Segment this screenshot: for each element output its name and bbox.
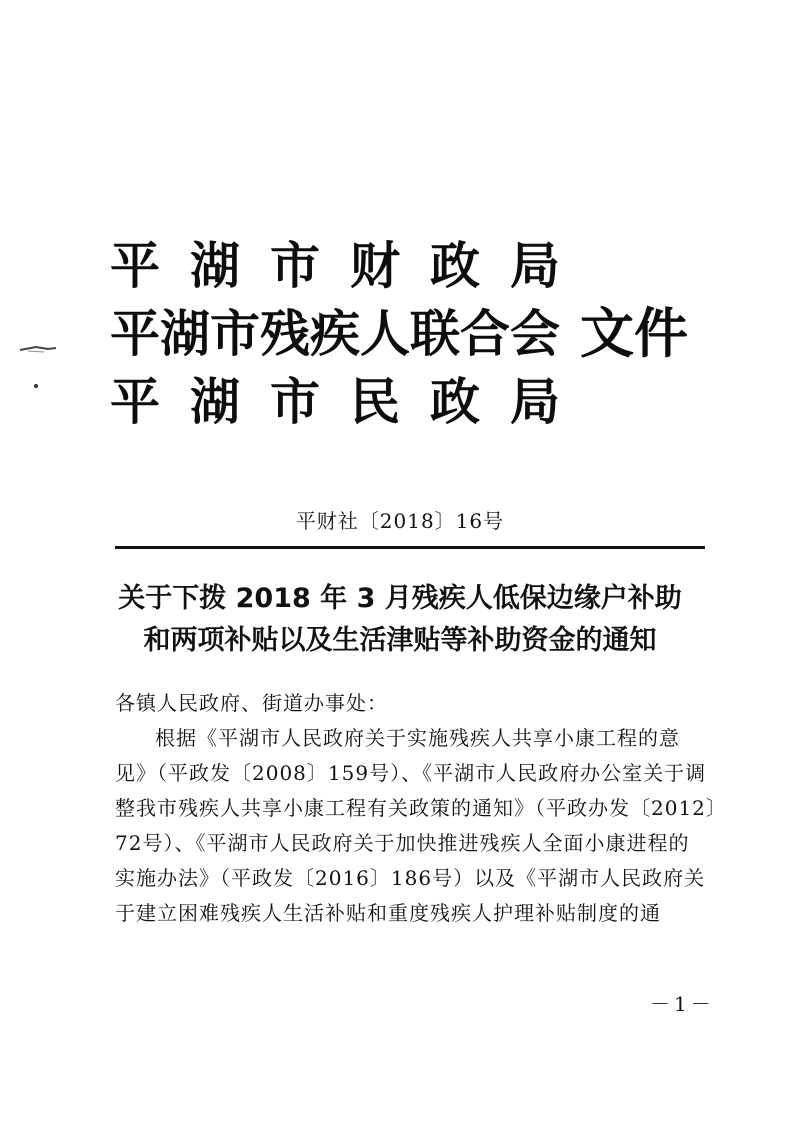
body-line-6: 于建立困难残疾人生活补贴和重度残疾人护理补贴制度的通	[115, 901, 661, 925]
issuer-row-finance	[110, 232, 730, 300]
issuer-finance-bureau: 平湖市财政局	[110, 237, 590, 295]
document-number: 平财社〔2018〕16号	[295, 509, 505, 533]
issuer-row-disabled-federation	[110, 300, 730, 368]
issuer-row-civil-affairs	[110, 368, 730, 436]
document-word: 文件	[580, 302, 688, 365]
body-line-5: 实施办法》（平政发〔2016〕186号）以及《平湖市人民政府关	[115, 866, 706, 890]
page-number: －1－	[650, 992, 715, 1016]
issuer-disabled-persons-federation: 平湖市残疾人联合会	[110, 305, 560, 363]
body-line-2: 见》（平政发〔2008〕159号）、《平湖市人民政府办公室关于调	[115, 761, 707, 785]
body-line-3: 整我市残疾人共享小康工程有关政策的通知》（平政办发〔2012〕	[115, 796, 727, 820]
body-line-1: 根据《平湖市人民政府关于实施残疾人共享小康工程的意	[155, 726, 680, 750]
issuer-civil-affairs-bureau: 平湖市民政局	[110, 373, 590, 431]
title-line-1: 关于下拨 2018 年 3 月残疾人低保边缘户补助	[118, 583, 682, 614]
document-body	[115, 686, 727, 931]
header-divider	[115, 546, 705, 549]
title-line-2: 和两项补贴以及生活津贴等补助资金的通知	[143, 625, 657, 656]
document-title	[95, 578, 705, 662]
scan-dot-mark	[34, 384, 38, 388]
addressee: 各镇人民政府、街道办事处：	[115, 691, 388, 715]
scan-smudge-mark	[18, 342, 58, 356]
document-header	[110, 232, 730, 436]
body-line-4: 72号）、《平湖市人民政府关于加快推进残疾人全面小康进程的	[115, 831, 690, 855]
